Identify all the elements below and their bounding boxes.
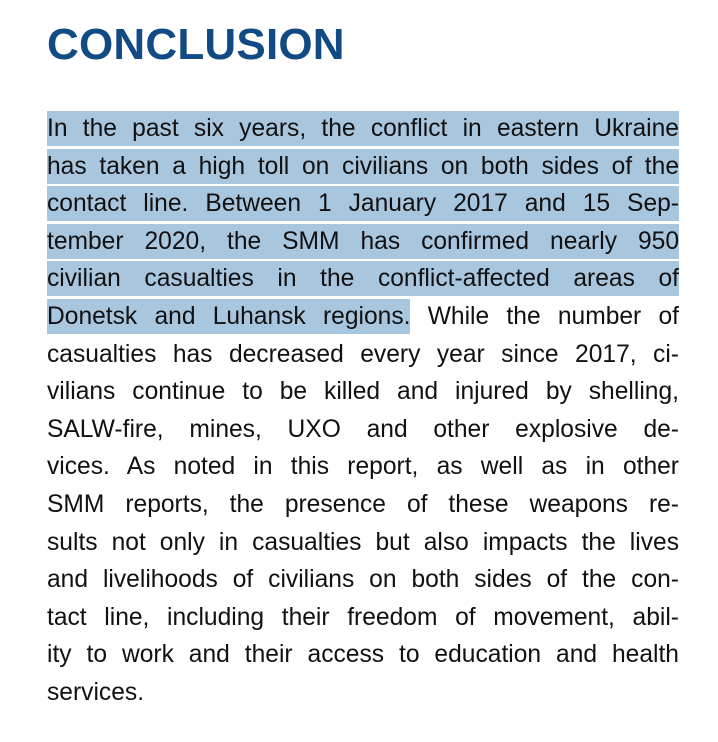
plain-text: casualties has decreased every year since 2017, ci- [47,340,679,368]
plain-text: tact line, including their freedom of movement, abil- [47,603,679,631]
plain-text: vices. As noted in this report, as well as in other [47,453,679,481]
paragraph-line [47,185,679,223]
highlighted-text: has taken a high toll on civilians on both sides of the [47,152,679,180]
highlighted-text: tember 2020, the SMM has confirmed nearly 950 [47,227,679,255]
paragraph-line [47,448,679,486]
paragraph-line [47,561,679,599]
paragraph-line [47,336,679,374]
paragraph-line [47,411,679,449]
paragraph-line [47,674,679,712]
plain-text: While the number of [410,302,679,330]
plain-text: and livelihoods of civilians on both sides of the con- [47,566,679,594]
paragraph-line [47,298,679,336]
paragraph-line [47,260,679,298]
plain-text: vilians continue to be killed and injured by shelling, [47,378,679,406]
highlighted-text: In the past six years, the conflict in eastern Ukraine [47,115,679,142]
highlighted-text: civilian casualties in the conflict-affected areas of [47,265,679,293]
paragraph-line [47,223,679,261]
plain-text: services. [47,678,145,706]
plain-text: ity to work and their access to education and health [47,641,679,669]
conclusion-paragraph [47,110,679,712]
paragraph-line [47,486,679,524]
paragraph-line [47,110,679,148]
section-title: CONCLUSION [47,20,345,69]
paragraph-line [47,599,679,637]
paragraph-line [47,636,679,674]
paragraph-line [47,373,679,411]
paragraph-line [47,148,679,186]
plain-text: SMM reports, the presence of these weapons re- [47,490,679,518]
highlighted-text: Donetsk and Luhansk regions. [47,302,411,330]
plain-text: SALW-fire, mines, UXO and other explosive de- [47,415,679,443]
plain-text: sults not only in casualties but also impacts the lives [47,528,679,556]
highlighted-text: contact line. Between 1 January 2017 and 15 Sep- [47,190,679,218]
paragraph-line [47,524,679,562]
